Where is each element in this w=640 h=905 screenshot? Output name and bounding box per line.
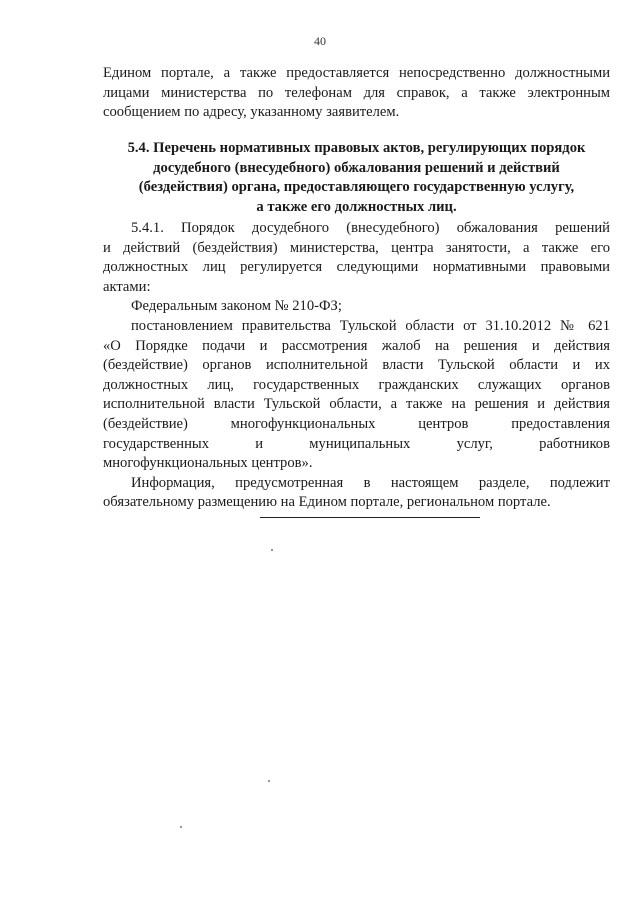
- scan-speck: [180, 826, 182, 828]
- intro-line: Едином портале, а также предоставляется непосредственно должностными: [103, 65, 610, 81]
- scan-speck: [268, 780, 270, 782]
- clause-line: 5.4.1. Порядок досудебного (внесудебного) обжалования решений: [131, 220, 610, 236]
- resolution-line: государственных и муниципальных услуг, работников: [103, 435, 610, 452]
- heading-line: досудебного (внесудебного) обжалования решений и действий: [153, 159, 560, 176]
- heading-line: а также его должностных лиц.: [256, 198, 457, 215]
- separator-line: [260, 517, 480, 518]
- resolution-line: исполнительной власти Тульской области, а также на решения и действия: [103, 396, 610, 413]
- heading-line: 5.4. Перечень нормативных правовых актов, регулирующих порядок: [127, 140, 586, 156]
- scan-speck: [271, 549, 273, 551]
- page-number: 40: [314, 34, 326, 48]
- clause-line: должностных лиц регулируется следующими нормативными правовыми: [103, 259, 610, 276]
- info-line: обязательному размещению на Едином портале, региональном портале.: [103, 494, 551, 511]
- clause-line: и действий (бездействия) министерства, центра занятости, а также его: [103, 239, 610, 256]
- info-line: Информация, предусмотренная в настоящем разделе, подлежит: [131, 474, 610, 491]
- intro-line: сообщением по адресу, указанному заявителем.: [103, 104, 400, 121]
- law-reference: Федеральным законом № 210-ФЗ;: [131, 298, 342, 315]
- clause-line: актами:: [103, 278, 151, 295]
- resolution-line: «О Порядке подачи и рассмотрения жалоб на решения и действия: [103, 337, 610, 354]
- resolution-line: многофункциональных центров».: [103, 455, 313, 472]
- main-paragraph: [103, 219, 610, 513]
- intro-paragraph: [103, 64, 610, 123]
- resolution-line: постановлением правительства Тульской области от 31.10.2012 № 621: [131, 317, 610, 334]
- section-heading: [103, 139, 610, 217]
- heading-line: (бездействия) органа, предоставляющего государственную услугу,: [138, 179, 575, 196]
- resolution-line: должностных лиц, государственных гражданских служащих органов: [103, 376, 610, 393]
- resolution-line: (бездействие) органов исполнительной власти Тульской области и их: [103, 357, 610, 374]
- intro-line: лицами министерства по телефонам для справок, а также электронным: [103, 84, 610, 101]
- resolution-line: (бездействие) многофункциональных центров предоставления: [103, 415, 610, 432]
